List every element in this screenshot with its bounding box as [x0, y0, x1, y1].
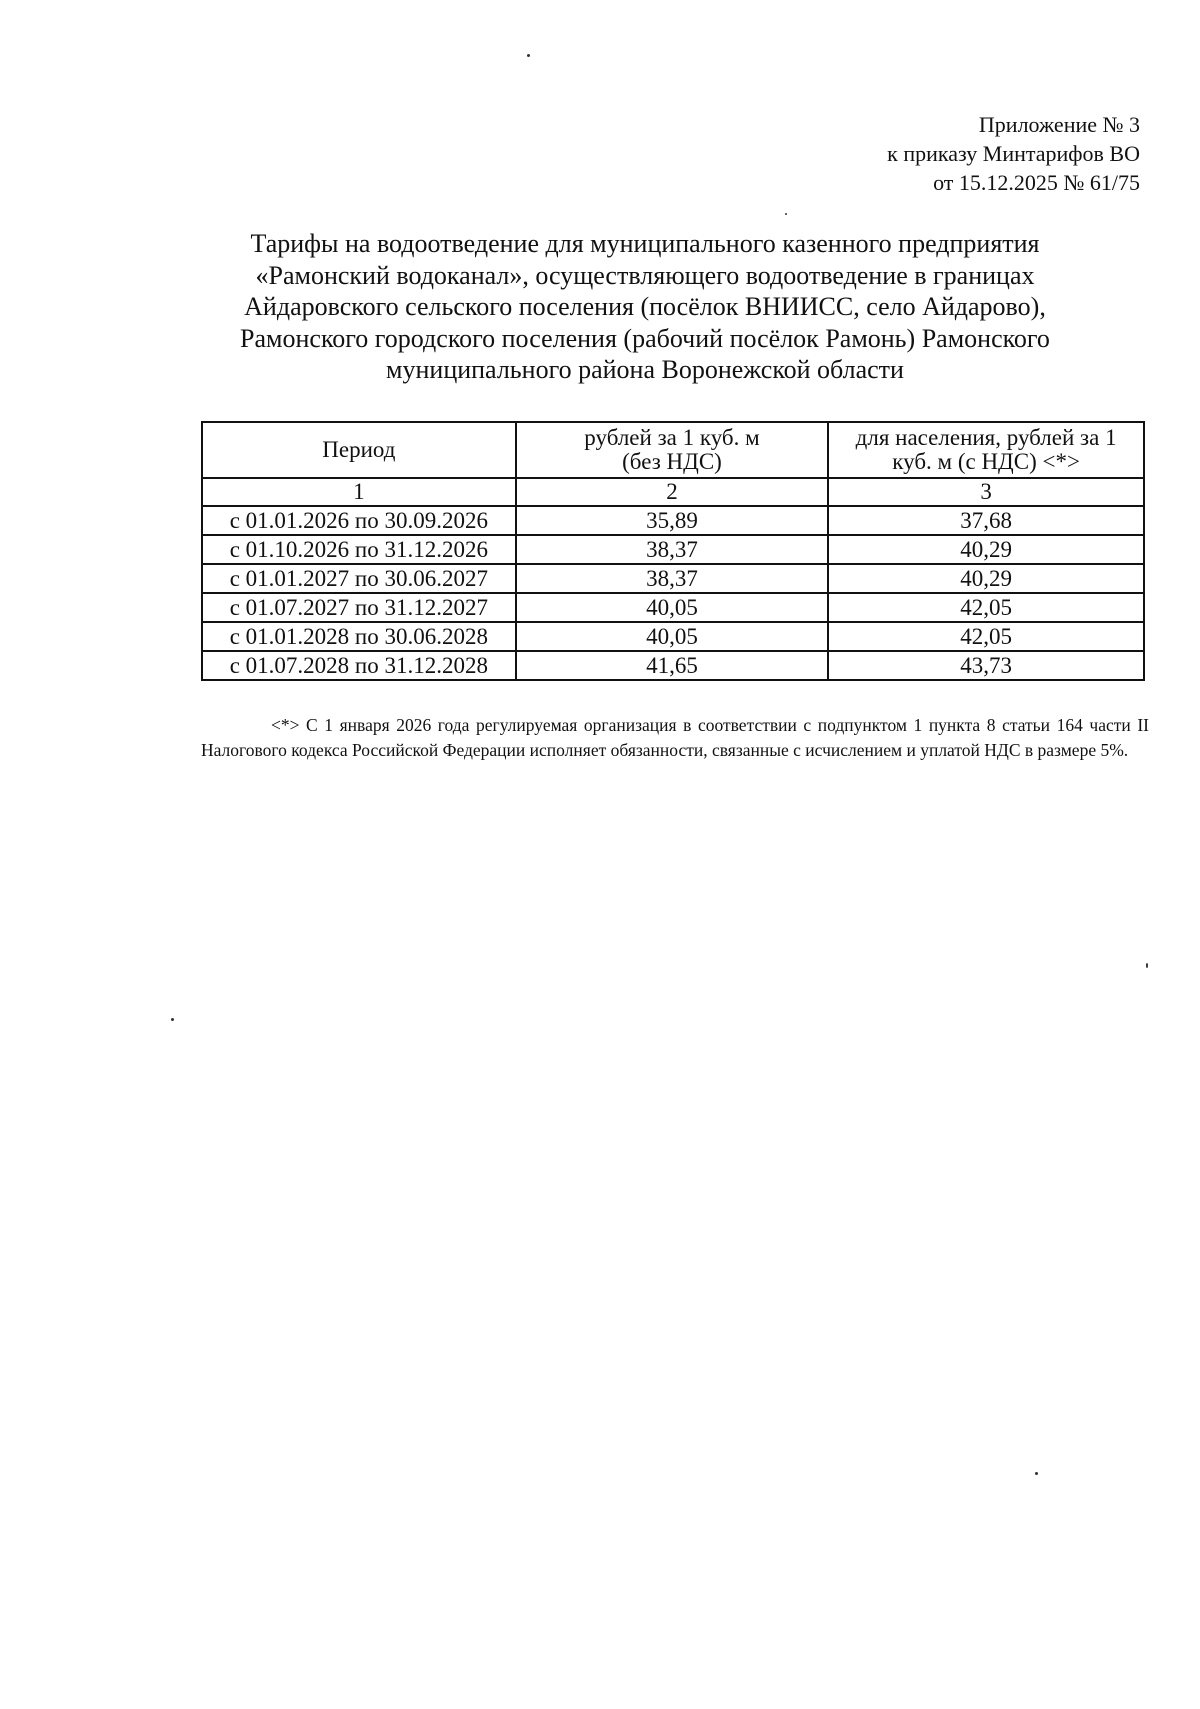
- table-row: [202, 593, 1144, 622]
- header-price-population-with-vat: для населения, рублей за 1 куб. м (с НДС) <*>: [828, 422, 1144, 478]
- period-cell: с 01.07.2027 по 31.12.2027: [202, 593, 516, 622]
- document-title: [200, 228, 1090, 386]
- table-row: [202, 535, 1144, 564]
- price-with-vat-cell: 40,29: [828, 535, 1144, 564]
- title-line: Тарифы на водоотведение для муниципального казенного предприятия: [250, 229, 1040, 258]
- appendix-number: Приложение № 3: [978, 112, 1140, 137]
- footnote-text: <*> С 1 января 2026 года регулируемая организация в соответствии с подпунктом 1 пункта 8 статьи 164 части II Налогового кодекса Российской Федерации исполняет обязанности, связанные с исчислением и уплатой НДС в размере 5%.: [201, 715, 1149, 760]
- column-number: 1: [202, 478, 516, 506]
- price-with-vat-cell: 40,29: [828, 564, 1144, 593]
- price-with-vat-cell: 43,73: [828, 651, 1144, 680]
- scan-speck: [527, 54, 530, 57]
- period-cell: с 01.10.2026 по 31.12.2026: [202, 535, 516, 564]
- table-row: [202, 506, 1144, 535]
- header-period: Период: [202, 422, 516, 478]
- price-without-vat-cell: 40,05: [516, 622, 829, 651]
- price-without-vat-cell: 41,65: [516, 651, 829, 680]
- appendix-reference: [887, 110, 1140, 197]
- table-row: [202, 564, 1144, 593]
- tariff-table: [201, 421, 1145, 681]
- title-line: «Рамонский водоканал», осуществляющего водоотведение в границах: [255, 260, 1035, 290]
- table-row: [202, 651, 1144, 680]
- period-cell: с 01.07.2028 по 31.12.2028: [202, 651, 516, 680]
- price-without-vat-cell: 40,05: [516, 593, 829, 622]
- column-number-row: [202, 478, 1144, 506]
- appendix-order: к приказу Минтарифов ВО: [887, 141, 1140, 166]
- title-line: Айдаровского сельского поселения (посёлок ВНИИСС, село Айдарово),: [244, 292, 1046, 321]
- price-with-vat-cell: 42,05: [828, 622, 1144, 651]
- price-with-vat-cell: 42,05: [828, 593, 1144, 622]
- scan-speck: [171, 1018, 174, 1021]
- header-price-without-vat: рублей за 1 куб. м (без НДС): [516, 422, 829, 478]
- period-cell: с 01.01.2026 по 30.09.2026: [202, 506, 516, 535]
- table-row: [202, 622, 1144, 651]
- column-number: 2: [516, 478, 829, 506]
- period-cell: с 01.01.2027 по 30.06.2027: [202, 564, 516, 593]
- scan-speck: [1035, 1472, 1038, 1475]
- price-with-vat-cell: 37,68: [828, 506, 1144, 535]
- price-without-vat-cell: 38,37: [516, 535, 829, 564]
- footnote: [201, 713, 1149, 763]
- period-cell: с 01.01.2028 по 30.06.2028: [202, 622, 516, 651]
- price-without-vat-cell: 38,37: [516, 564, 829, 593]
- table-header-row: [202, 422, 1144, 478]
- appendix-date: от 15.12.2025 № 61/75: [933, 170, 1140, 195]
- scan-speck: [1146, 963, 1148, 968]
- column-number: 3: [828, 478, 1144, 506]
- scan-speck: [785, 213, 787, 215]
- price-without-vat-cell: 35,89: [516, 506, 829, 535]
- title-line: муниципального района Воронежской области: [386, 355, 904, 384]
- title-line: Рамонского городского поселения (рабочий посёлок Рамонь) Рамонского: [240, 323, 1050, 353]
